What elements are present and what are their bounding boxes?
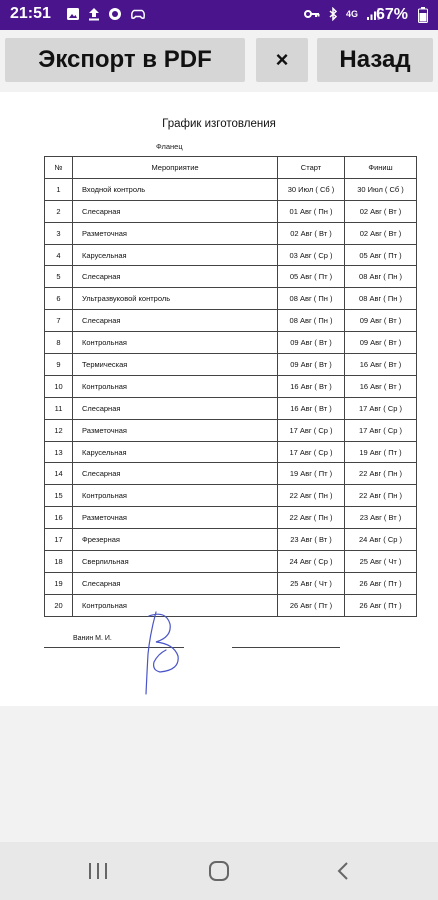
row-finish-date: 17 Авг ( Ср ) (345, 397, 417, 419)
vpn-shield-icon (108, 7, 122, 21)
row-number: 18 (45, 551, 73, 573)
row-number: 7 (45, 310, 73, 332)
column-header-number: № (45, 157, 73, 179)
row-number: 8 (45, 332, 73, 354)
row-finish-date: 24 Авг ( Ср ) (345, 529, 417, 551)
battery-percent: 67% (375, 6, 408, 23)
table-row (45, 222, 417, 244)
row-number: 19 (45, 572, 73, 594)
system-icons (304, 7, 380, 21)
row-start-date: 19 Авг ( Пт ) (278, 463, 345, 485)
row-number: 1 (45, 178, 73, 200)
table-row (45, 529, 417, 551)
column-header-start: Старт (278, 157, 345, 179)
row-finish-date: 08 Авг ( Пн ) (345, 266, 417, 288)
table-row (45, 200, 417, 222)
table-header-row (45, 157, 417, 179)
table-row (45, 332, 417, 354)
home-button[interactable] (179, 842, 259, 900)
row-number: 20 (45, 594, 73, 616)
row-start-date: 03 Авг ( Ср ) (278, 244, 345, 266)
table-row (45, 310, 417, 332)
row-activity: Слесарная (73, 572, 278, 594)
row-finish-date: 09 Авг ( Вт ) (345, 310, 417, 332)
row-start-date: 16 Авг ( Вт ) (278, 397, 345, 419)
row-start-date: 09 Авг ( Вт ) (278, 354, 345, 376)
row-finish-date: 02 Авг ( Вт ) (345, 200, 417, 222)
row-finish-date: 17 Авг ( Ср ) (345, 419, 417, 441)
row-finish-date: 19 Авг ( Пт ) (345, 441, 417, 463)
handwritten-signature (136, 604, 188, 696)
document-title: График изготовления (162, 118, 276, 130)
table-row (45, 354, 417, 376)
column-header-finish: Финиш (345, 157, 417, 179)
row-finish-date: 30 Июл ( Сб ) (345, 178, 417, 200)
back-nav-button[interactable] (303, 842, 383, 900)
recents-icon (87, 861, 109, 881)
row-activity: Карусельная (73, 244, 278, 266)
row-activity: Разметочная (73, 222, 278, 244)
row-number: 5 (45, 266, 73, 288)
table-row (45, 551, 417, 573)
recents-button[interactable] (58, 842, 138, 900)
row-activity: Контрольная (73, 332, 278, 354)
row-activity: Карусельная (73, 441, 278, 463)
row-activity: Слесарная (73, 266, 278, 288)
row-start-date: 16 Авг ( Вт ) (278, 375, 345, 397)
row-finish-date: 16 Авг ( Вт ) (345, 354, 417, 376)
row-number: 9 (45, 354, 73, 376)
table-row (45, 463, 417, 485)
row-number: 2 (45, 200, 73, 222)
row-finish-date: 09 Авг ( Вт ) (345, 332, 417, 354)
row-start-date: 30 Июл ( Сб ) (278, 178, 345, 200)
row-activity: Слесарная (73, 310, 278, 332)
row-number: 3 (45, 222, 73, 244)
signature-line-right (232, 647, 340, 648)
document-subtitle: Фланец (156, 142, 183, 151)
row-number: 10 (45, 375, 73, 397)
table-row (45, 288, 417, 310)
network-type: 4G (345, 9, 358, 19)
row-start-date: 01 Авг ( Пн ) (278, 200, 345, 222)
upload-icon (88, 7, 100, 21)
battery-icon (418, 7, 428, 23)
row-start-date: 17 Авг ( Ср ) (278, 419, 345, 441)
row-activity: Сверлильная (73, 551, 278, 573)
row-start-date: 24 Авг ( Ср ) (278, 551, 345, 573)
row-finish-date: 05 Авг ( Пт ) (345, 244, 417, 266)
table-row (45, 178, 417, 200)
status-bar (0, 0, 438, 30)
row-activity: Фрезерная (73, 529, 278, 551)
row-finish-date: 22 Авг ( Пн ) (345, 485, 417, 507)
row-activity: Контрольная (73, 375, 278, 397)
signer-name: Ванин М. И. (73, 635, 112, 642)
table-row (45, 485, 417, 507)
row-finish-date: 23 Авг ( Вт ) (345, 507, 417, 529)
table-row (45, 419, 417, 441)
row-start-date: 22 Авг ( Пн ) (278, 485, 345, 507)
row-number: 14 (45, 463, 73, 485)
table-body (45, 178, 417, 616)
row-activity: Слесарная (73, 463, 278, 485)
row-activity: Ультразвуковой контроль (73, 288, 278, 310)
back-icon (335, 860, 351, 882)
row-activity: Разметочная (73, 419, 278, 441)
row-start-date: 09 Авг ( Вт ) (278, 332, 345, 354)
row-start-date: 25 Авг ( Чт ) (278, 572, 345, 594)
row-start-date: 05 Авг ( Пт ) (278, 266, 345, 288)
row-number: 6 (45, 288, 73, 310)
row-activity: Разметочная (73, 507, 278, 529)
row-activity: Входной контроль (73, 178, 278, 200)
row-start-date: 26 Авг ( Пт ) (278, 594, 345, 616)
gamepad-icon (130, 7, 146, 21)
back-button[interactable]: Назад (317, 38, 433, 82)
row-activity: Слесарная (73, 397, 278, 419)
row-number: 17 (45, 529, 73, 551)
image-icon (66, 7, 80, 21)
row-activity: Контрольная (73, 485, 278, 507)
table-row (45, 507, 417, 529)
row-finish-date: 22 Авг ( Пн ) (345, 463, 417, 485)
export-pdf-button[interactable]: Экспорт в PDF (5, 38, 245, 82)
status-time: 21:51 (10, 5, 51, 22)
table-row (45, 375, 417, 397)
row-start-date: 22 Авг ( Пн ) (278, 507, 345, 529)
row-number: 13 (45, 441, 73, 463)
row-number: 12 (45, 419, 73, 441)
row-start-date: 08 Авг ( Пн ) (278, 288, 345, 310)
close-button[interactable]: × (256, 38, 308, 82)
home-icon (207, 859, 231, 883)
row-number: 15 (45, 485, 73, 507)
row-finish-date: 25 Авг ( Чт ) (345, 551, 417, 573)
navigation-bar (0, 842, 438, 900)
bluetooth-icon (328, 7, 338, 21)
row-activity: Термическая (73, 354, 278, 376)
row-number: 16 (45, 507, 73, 529)
row-finish-date: 02 Авг ( Вт ) (345, 222, 417, 244)
row-start-date: 17 Авг ( Ср ) (278, 441, 345, 463)
table-row (45, 244, 417, 266)
row-finish-date: 26 Авг ( Пт ) (345, 594, 417, 616)
table-row (45, 266, 417, 288)
row-start-date: 23 Авг ( Вт ) (278, 529, 345, 551)
table-row (45, 572, 417, 594)
row-number: 11 (45, 397, 73, 419)
table-row (45, 397, 417, 419)
key-icon (304, 8, 320, 20)
row-activity: Слесарная (73, 200, 278, 222)
row-start-date: 08 Авг ( Пн ) (278, 310, 345, 332)
row-finish-date: 16 Авг ( Вт ) (345, 375, 417, 397)
table-row (45, 441, 417, 463)
table-row (45, 594, 417, 616)
schedule-table (44, 156, 417, 617)
row-start-date: 02 Авг ( Вт ) (278, 222, 345, 244)
pdf-preview (0, 92, 438, 706)
toolbar (0, 30, 438, 90)
row-finish-date: 08 Авг ( Пн ) (345, 288, 417, 310)
row-activity: Контрольная (73, 594, 278, 616)
notification-icons (66, 7, 146, 21)
column-header-activity: Мероприятие (73, 157, 278, 179)
row-number: 4 (45, 244, 73, 266)
row-finish-date: 26 Авг ( Пт ) (345, 572, 417, 594)
